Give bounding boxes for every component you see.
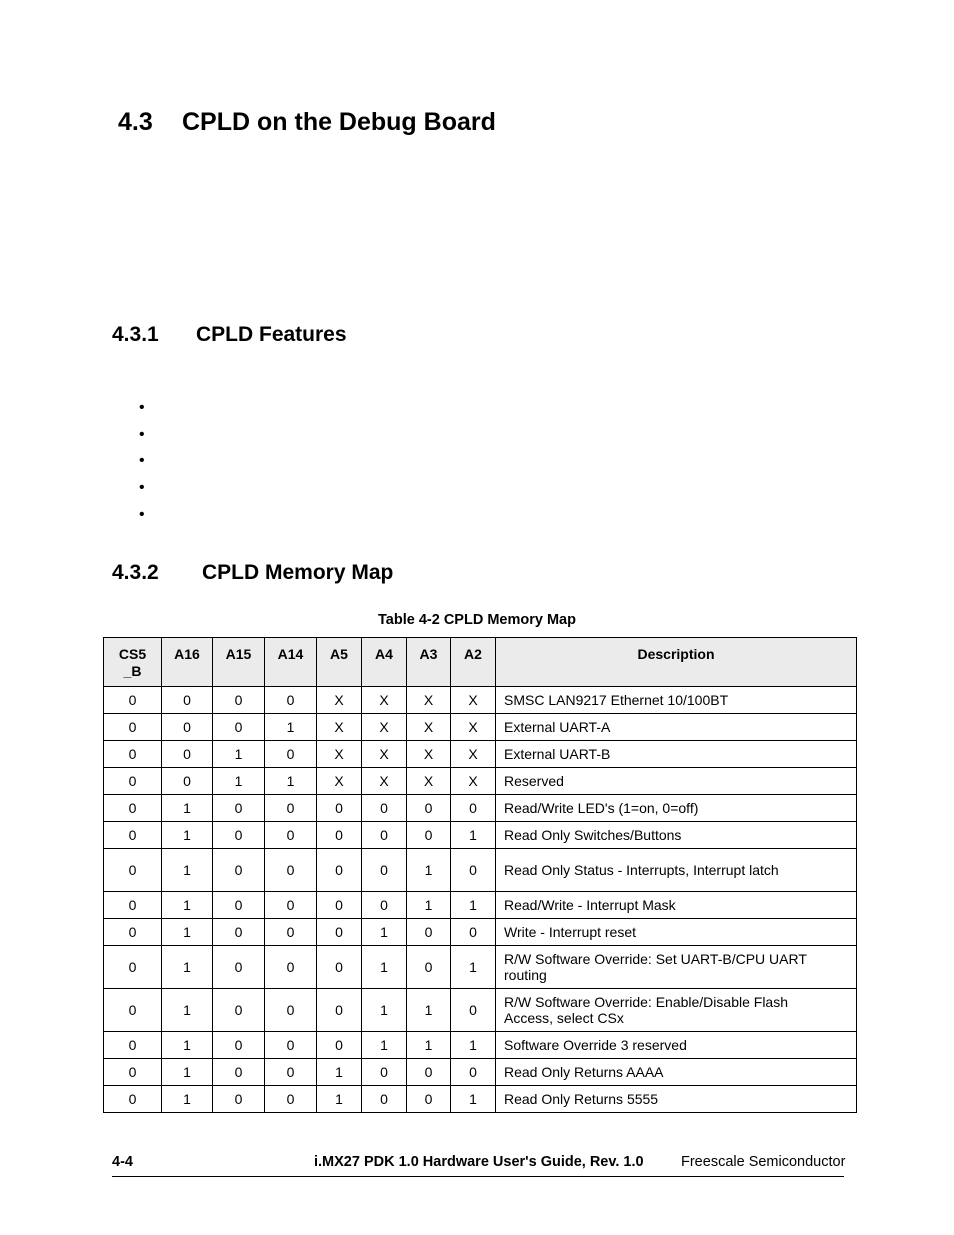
address-bit-cell: 1 xyxy=(162,1086,213,1113)
address-bit-cell: 1 xyxy=(407,989,451,1032)
address-bit-cell: 0 xyxy=(317,822,362,849)
address-bit-cell: X xyxy=(407,687,451,714)
address-bit-cell: 1 xyxy=(162,822,213,849)
address-bit-cell: 0 xyxy=(162,687,213,714)
address-bit-cell: 0 xyxy=(451,989,496,1032)
table-row xyxy=(104,687,857,714)
column-header: A14 xyxy=(265,638,317,687)
memory-map-heading xyxy=(112,561,393,585)
table-row xyxy=(104,946,857,989)
address-bit-cell: 0 xyxy=(104,768,162,795)
address-bit-cell: 0 xyxy=(265,822,317,849)
address-bit-cell: 0 xyxy=(265,946,317,989)
address-bit-cell: 0 xyxy=(317,1032,362,1059)
column-header: A2 xyxy=(451,638,496,687)
section-title: CPLD on the Debug Board xyxy=(182,108,496,136)
address-bit-cell: 0 xyxy=(407,946,451,989)
footer-rule xyxy=(112,1176,844,1177)
address-bit-cell: 0 xyxy=(104,714,162,741)
address-bit-cell: 0 xyxy=(362,1059,407,1086)
table-row xyxy=(104,849,857,892)
address-bit-cell: 1 xyxy=(362,919,407,946)
address-bit-cell: 0 xyxy=(451,919,496,946)
address-bit-cell: 0 xyxy=(265,1086,317,1113)
description-cell: Read Only Returns AAAA xyxy=(496,1059,857,1086)
address-bit-cell: X xyxy=(362,714,407,741)
address-bit-cell: 0 xyxy=(362,795,407,822)
bullet-marker: • xyxy=(139,425,145,443)
address-bit-cell: 0 xyxy=(317,989,362,1032)
address-bit-cell: 1 xyxy=(162,849,213,892)
table-row xyxy=(104,892,857,919)
table-row xyxy=(104,741,857,768)
address-bit-cell: 1 xyxy=(265,768,317,795)
address-bit-cell: 1 xyxy=(162,892,213,919)
address-bit-cell: 1 xyxy=(451,1032,496,1059)
table-row xyxy=(104,1059,857,1086)
memory-map-table xyxy=(103,637,857,1113)
address-bit-cell: 0 xyxy=(213,989,265,1032)
address-bit-cell: 0 xyxy=(451,795,496,822)
bullet-marker: • xyxy=(139,479,145,497)
address-bit-cell: X xyxy=(407,741,451,768)
address-bit-cell: 0 xyxy=(104,741,162,768)
address-bit-cell: 0 xyxy=(213,1086,265,1113)
table-header-row xyxy=(104,638,857,687)
address-bit-cell: 1 xyxy=(451,1086,496,1113)
address-bit-cell: 1 xyxy=(451,892,496,919)
address-bit-cell: 1 xyxy=(451,822,496,849)
address-bit-cell: 0 xyxy=(317,795,362,822)
column-header: Description xyxy=(496,638,857,687)
address-bit-cell: 1 xyxy=(162,1059,213,1086)
description-cell: Read/Write LED's (1=on, 0=off) xyxy=(496,795,857,822)
address-bit-cell: 1 xyxy=(362,1032,407,1059)
section-heading xyxy=(118,108,496,137)
address-bit-cell: X xyxy=(317,714,362,741)
address-bit-cell: 0 xyxy=(451,849,496,892)
address-bit-cell: 1 xyxy=(162,946,213,989)
address-bit-cell: 0 xyxy=(213,1059,265,1086)
address-bit-cell: 1 xyxy=(317,1059,362,1086)
address-bit-cell: 0 xyxy=(104,989,162,1032)
address-bit-cell: X xyxy=(317,687,362,714)
address-bit-cell: 1 xyxy=(213,768,265,795)
address-bit-cell: X xyxy=(407,768,451,795)
footer-page-number: 4-4 xyxy=(112,1154,133,1170)
description-cell: Read Only Switches/Buttons xyxy=(496,822,857,849)
features-number: 4.3.1 xyxy=(112,323,159,346)
address-bit-cell: 0 xyxy=(162,741,213,768)
address-bit-cell: X xyxy=(451,768,496,795)
table-row xyxy=(104,822,857,849)
address-bit-cell: 0 xyxy=(265,849,317,892)
address-bit-cell: X xyxy=(317,768,362,795)
address-bit-cell: 0 xyxy=(265,892,317,919)
bullet-marker: • xyxy=(139,505,145,523)
address-bit-cell: 0 xyxy=(213,892,265,919)
address-bit-cell: 0 xyxy=(451,1059,496,1086)
address-bit-cell: 0 xyxy=(213,687,265,714)
column-header: A16 xyxy=(162,638,213,687)
address-bit-cell: 0 xyxy=(104,687,162,714)
description-cell: External UART-B xyxy=(496,741,857,768)
address-bit-cell: X xyxy=(362,741,407,768)
address-bit-cell: 0 xyxy=(104,1032,162,1059)
address-bit-cell: 0 xyxy=(213,1032,265,1059)
address-bit-cell: 0 xyxy=(265,741,317,768)
address-bit-cell: 1 xyxy=(162,919,213,946)
address-bit-cell: 1 xyxy=(362,989,407,1032)
column-header: A4 xyxy=(362,638,407,687)
address-bit-cell: 1 xyxy=(162,989,213,1032)
address-bit-cell: 0 xyxy=(104,1086,162,1113)
address-bit-cell: 1 xyxy=(407,849,451,892)
address-bit-cell: 0 xyxy=(407,822,451,849)
address-bit-cell: 0 xyxy=(362,849,407,892)
address-bit-cell: 0 xyxy=(265,1059,317,1086)
column-header: A3 xyxy=(407,638,451,687)
address-bit-cell: X xyxy=(451,714,496,741)
features-heading xyxy=(112,323,347,347)
address-bit-cell: 1 xyxy=(265,714,317,741)
address-bit-cell: 0 xyxy=(104,946,162,989)
table-row xyxy=(104,768,857,795)
address-bit-cell: 0 xyxy=(407,1059,451,1086)
table-row xyxy=(104,1032,857,1059)
address-bit-cell: 0 xyxy=(317,849,362,892)
description-cell: R/W Software Override: Enable/Disable Flash Access, select CSx xyxy=(496,989,857,1032)
memory-map-number: 4.3.2 xyxy=(112,561,159,584)
description-cell: SMSC LAN9217 Ethernet 10/100BT xyxy=(496,687,857,714)
address-bit-cell: 0 xyxy=(104,892,162,919)
address-bit-cell: 0 xyxy=(104,849,162,892)
address-bit-cell: 0 xyxy=(162,768,213,795)
address-bit-cell: X xyxy=(362,687,407,714)
address-bit-cell: 0 xyxy=(362,892,407,919)
description-cell: Write - Interrupt reset xyxy=(496,919,857,946)
description-cell: Software Override 3 reserved xyxy=(496,1032,857,1059)
address-bit-cell: 0 xyxy=(407,1086,451,1113)
address-bit-cell: 0 xyxy=(213,714,265,741)
address-bit-cell: X xyxy=(451,687,496,714)
table-row xyxy=(104,919,857,946)
address-bit-cell: 1 xyxy=(362,946,407,989)
description-cell: Read/Write - Interrupt Mask xyxy=(496,892,857,919)
address-bit-cell: 0 xyxy=(213,795,265,822)
address-bit-cell: 1 xyxy=(162,795,213,822)
column-header: CS5 _B xyxy=(104,638,162,687)
address-bit-cell: 0 xyxy=(104,919,162,946)
footer-company: Freescale Semiconductor xyxy=(681,1154,846,1170)
table-row xyxy=(104,714,857,741)
address-bit-cell: 0 xyxy=(317,946,362,989)
column-header: A5 xyxy=(317,638,362,687)
address-bit-cell: X xyxy=(317,741,362,768)
address-bit-cell: 0 xyxy=(104,822,162,849)
bullet-marker: • xyxy=(139,452,145,470)
address-bit-cell: 0 xyxy=(213,919,265,946)
address-bit-cell: 0 xyxy=(362,822,407,849)
table-row xyxy=(104,989,857,1032)
table-row xyxy=(104,1086,857,1113)
address-bit-cell: 0 xyxy=(265,687,317,714)
address-bit-cell: X xyxy=(362,768,407,795)
address-bit-cell: 0 xyxy=(265,919,317,946)
memory-map-title: CPLD Memory Map xyxy=(202,561,394,584)
address-bit-cell: 0 xyxy=(213,822,265,849)
address-bit-cell: 0 xyxy=(265,1032,317,1059)
address-bit-cell: 0 xyxy=(265,795,317,822)
section-number: 4.3 xyxy=(118,108,153,136)
address-bit-cell: 1 xyxy=(317,1086,362,1113)
description-cell: R/W Software Override: Set UART-B/CPU UART routing xyxy=(496,946,857,989)
address-bit-cell: 0 xyxy=(407,795,451,822)
features-title: CPLD Features xyxy=(196,323,347,346)
address-bit-cell: 1 xyxy=(451,946,496,989)
address-bit-cell: 1 xyxy=(407,892,451,919)
address-bit-cell: 0 xyxy=(104,1059,162,1086)
description-cell: Read Only Returns 5555 xyxy=(496,1086,857,1113)
address-bit-cell: 1 xyxy=(407,1032,451,1059)
address-bit-cell: 0 xyxy=(362,1086,407,1113)
description-cell: External UART-A xyxy=(496,714,857,741)
address-bit-cell: 1 xyxy=(213,741,265,768)
column-header: A15 xyxy=(213,638,265,687)
bullet-marker: • xyxy=(139,399,145,416)
address-bit-cell: X xyxy=(407,714,451,741)
address-bit-cell: 1 xyxy=(162,1032,213,1059)
description-cell: Reserved xyxy=(496,768,857,795)
address-bit-cell: 0 xyxy=(265,989,317,1032)
address-bit-cell: 0 xyxy=(213,849,265,892)
table-caption: Table 4-2 CPLD Memory Map xyxy=(378,612,576,628)
description-cell: Read Only Status - Interrupts, Interrupt latch xyxy=(496,849,857,892)
footer-doc-title: i.MX27 PDK 1.0 Hardware User's Guide, Rev. 1.0 xyxy=(314,1154,644,1170)
address-bit-cell: 0 xyxy=(213,946,265,989)
address-bit-cell: 0 xyxy=(317,892,362,919)
address-bit-cell: 0 xyxy=(317,919,362,946)
table-row xyxy=(104,795,857,822)
address-bit-cell: 0 xyxy=(407,919,451,946)
address-bit-cell: X xyxy=(451,741,496,768)
address-bit-cell: 0 xyxy=(162,714,213,741)
address-bit-cell: 0 xyxy=(104,795,162,822)
